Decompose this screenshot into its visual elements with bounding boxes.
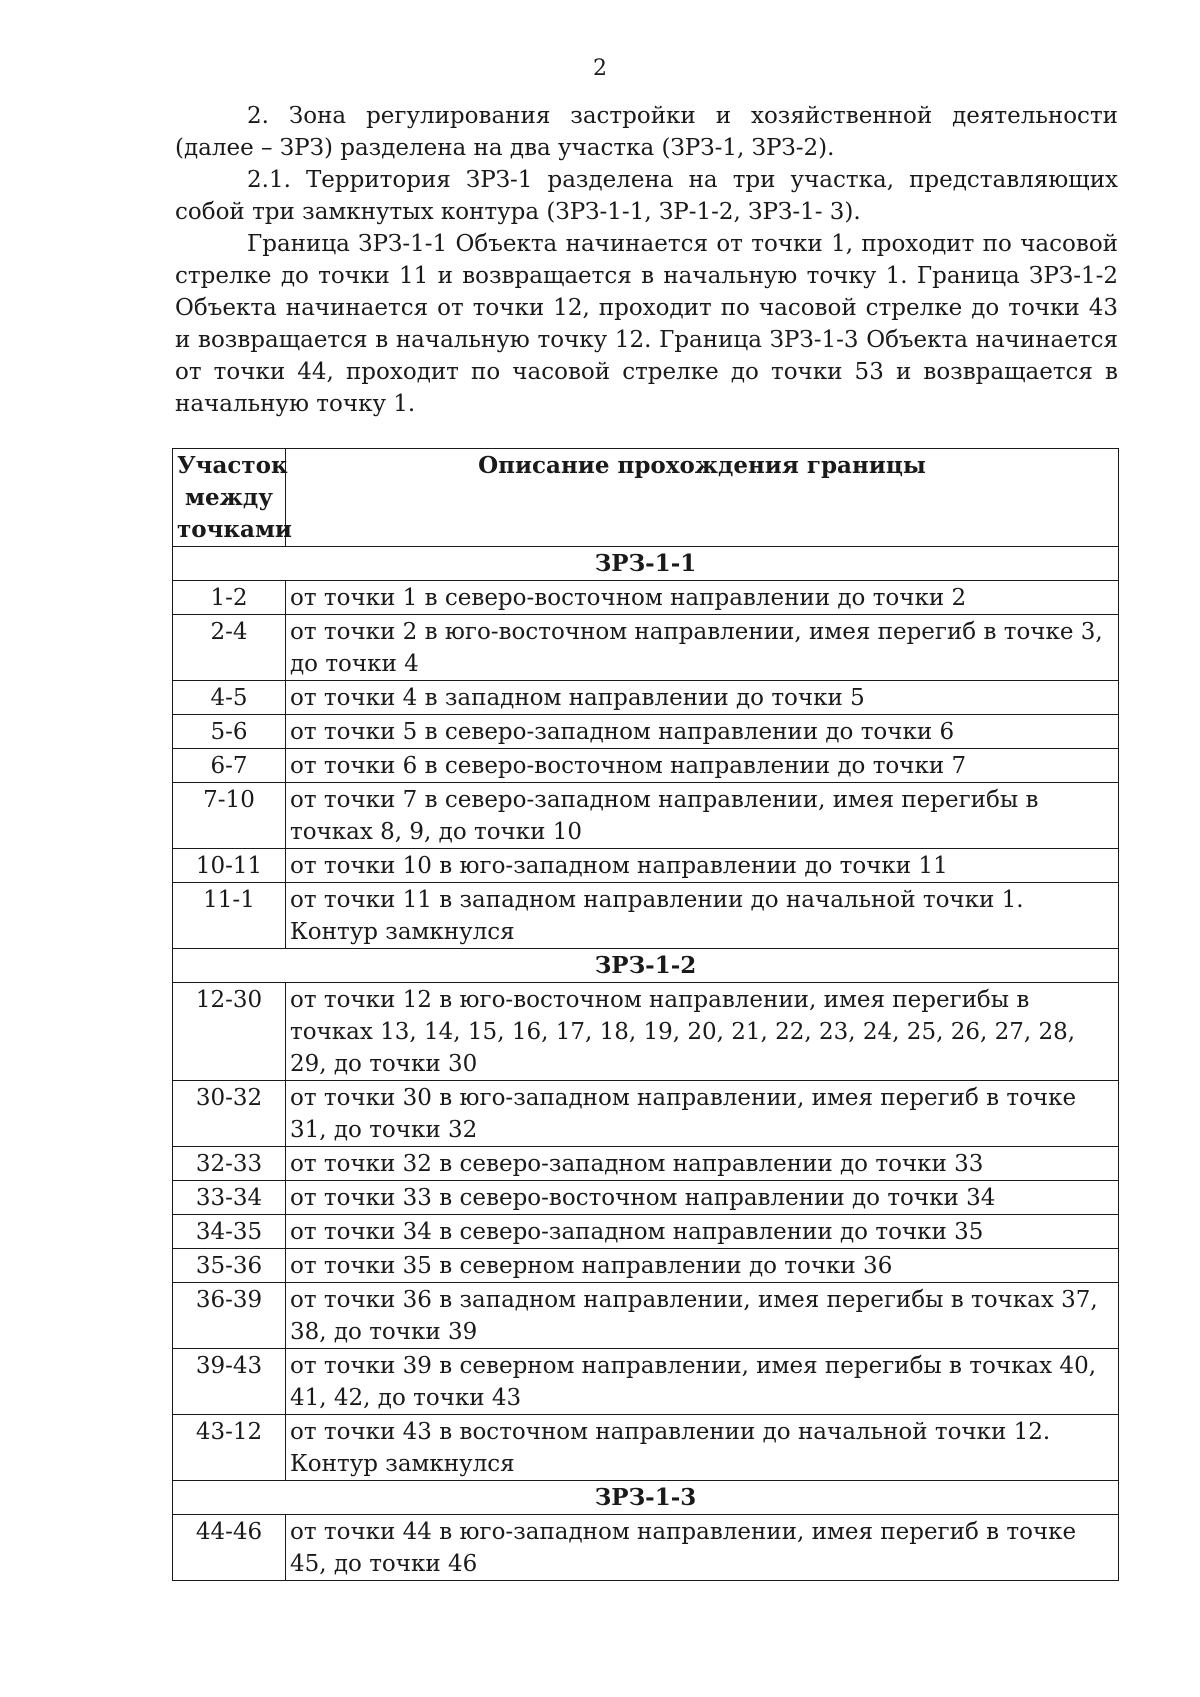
table-row: [173, 615, 1119, 681]
table-row: [173, 1349, 1119, 1415]
description-cell: от точки 2 в юго-восточном направлении, имея перегиб в точке 3, до точки 4: [286, 615, 1119, 681]
description-cell: от точки 4 в западном направлении до точки 5: [286, 681, 1119, 715]
description-cell: от точки 32 в северо-западном направлении до точки 33: [286, 1147, 1119, 1181]
table-row: [173, 749, 1119, 783]
intro-paragraph-territory: 2.1. Территория ЗРЗ-1 разделена на три участка, представляющих собой три замкнутых контура (ЗРЗ-1-1, ЗР-1-2, ЗРЗ-1- 3).: [175, 167, 1118, 225]
segment-cell: 10-11: [173, 849, 286, 883]
section-title: ЗРЗ-1-1: [173, 547, 1119, 581]
section-row: [173, 1481, 1119, 1515]
segment-cell: 36-39: [173, 1283, 286, 1349]
description-cell: от точки 7 в северо-западном направлении, имея перегибы в точках 8, 9, до точки 10: [286, 783, 1119, 849]
table-row: [173, 983, 1119, 1081]
header-segment: Участок между точками: [173, 449, 286, 547]
segment-cell: 35-36: [173, 1249, 286, 1283]
table-row: [173, 783, 1119, 849]
description-cell: от точки 43 в восточном направлении до начальной точки 12. Контур замкнулся: [286, 1415, 1119, 1481]
description-cell: от точки 1 в северо-восточном направлении до точки 2: [286, 581, 1119, 615]
table-row: [173, 849, 1119, 883]
table-row: [173, 883, 1119, 949]
segment-cell: 6-7: [173, 749, 286, 783]
table-row: [173, 1181, 1119, 1215]
description-cell: от точки 36 в западном направлении, имея перегибы в точках 37, 38, до точки 39: [286, 1283, 1119, 1349]
table-row: [173, 681, 1119, 715]
header-description: Описание прохождения границы: [286, 449, 1119, 547]
section-row: [173, 547, 1119, 581]
page-number: 2: [593, 56, 607, 81]
section-title: ЗРЗ-1-3: [173, 1481, 1119, 1515]
description-cell: от точки 35 в северном направлении до точки 36: [286, 1249, 1119, 1283]
segment-cell: 11-1: [173, 883, 286, 949]
segment-cell: 12-30: [173, 983, 286, 1081]
segment-cell: 7-10: [173, 783, 286, 849]
description-cell: от точки 5 в северо-западном направлении до точки 6: [286, 715, 1119, 749]
intro-paragraph-zone: 2. Зона регулирования застройки и хозяйственной деятельности (далее – ЗРЗ) разделена на два участка (ЗРЗ-1, ЗРЗ-2).: [175, 103, 1118, 161]
boundary-table: [172, 448, 1119, 1581]
description-cell: от точки 11 в западном направлении до начальной точки 1. Контур замкнулся: [286, 883, 1119, 949]
table-row: [173, 715, 1119, 749]
table-row: [173, 1215, 1119, 1249]
segment-cell: 43-12: [173, 1415, 286, 1481]
segment-cell: 4-5: [173, 681, 286, 715]
table-row: [173, 1515, 1119, 1581]
description-cell: от точки 33 в северо-восточном направлении до точки 34: [286, 1181, 1119, 1215]
segment-cell: 5-6: [173, 715, 286, 749]
segment-cell: 44-46: [173, 1515, 286, 1581]
segment-cell: 2-4: [173, 615, 286, 681]
segment-cell: 33-34: [173, 1181, 286, 1215]
description-cell: от точки 12 в юго-восточном направлении, имея перегибы в точках 13, 14, 15, 16, 17, 18, 19, 20, 21, 22, 23, 24, 25, 26, 27, 28, 29, до точки 30: [286, 983, 1119, 1081]
section-title: ЗРЗ-1-2: [173, 949, 1119, 983]
description-cell: от точки 34 в северо-западном направлении до точки 35: [286, 1215, 1119, 1249]
segment-cell: 34-35: [173, 1215, 286, 1249]
segment-cell: 32-33: [173, 1147, 286, 1181]
intro-text: [175, 100, 1118, 420]
segment-cell: 30-32: [173, 1081, 286, 1147]
description-cell: от точки 6 в северо-восточном направлении до точки 7: [286, 749, 1119, 783]
table-row: [173, 581, 1119, 615]
table-row: [173, 1249, 1119, 1283]
table-row: [173, 1283, 1119, 1349]
description-cell: от точки 30 в юго-западном направлении, имея перегиб в точке 31, до точки 32: [286, 1081, 1119, 1147]
segment-cell: 39-43: [173, 1349, 286, 1415]
segment-cell: 1-2: [173, 581, 286, 615]
description-cell: от точки 10 в юго-западном направлении до точки 11: [286, 849, 1119, 883]
table-row: [173, 1147, 1119, 1181]
description-cell: от точки 39 в северном направлении, имея перегибы в точках 40, 41, 42, до точки 43: [286, 1349, 1119, 1415]
intro-paragraph-boundaries: Граница ЗРЗ-1-1 Объекта начинается от точки 1, проходит по часовой стрелке до точки 11 и возвращается в начальную точку 1. Граница ЗРЗ-1-2 Объекта начинается от точки 12, проходит по часовой стрелке до точки 43 и возвращается в начальную точку 12. Граница ЗРЗ-1-3 Объекта начинается от точки 44, проходит по часовой стрелке до точки 53 и возвращается в начальную точку 1.: [175, 231, 1118, 417]
table-header-row: [173, 449, 1119, 547]
table-row: [173, 1081, 1119, 1147]
table-row: [173, 1415, 1119, 1481]
section-row: [173, 949, 1119, 983]
description-cell: от точки 44 в юго-западном направлении, имея перегиб в точке 45, до точки 46: [286, 1515, 1119, 1581]
